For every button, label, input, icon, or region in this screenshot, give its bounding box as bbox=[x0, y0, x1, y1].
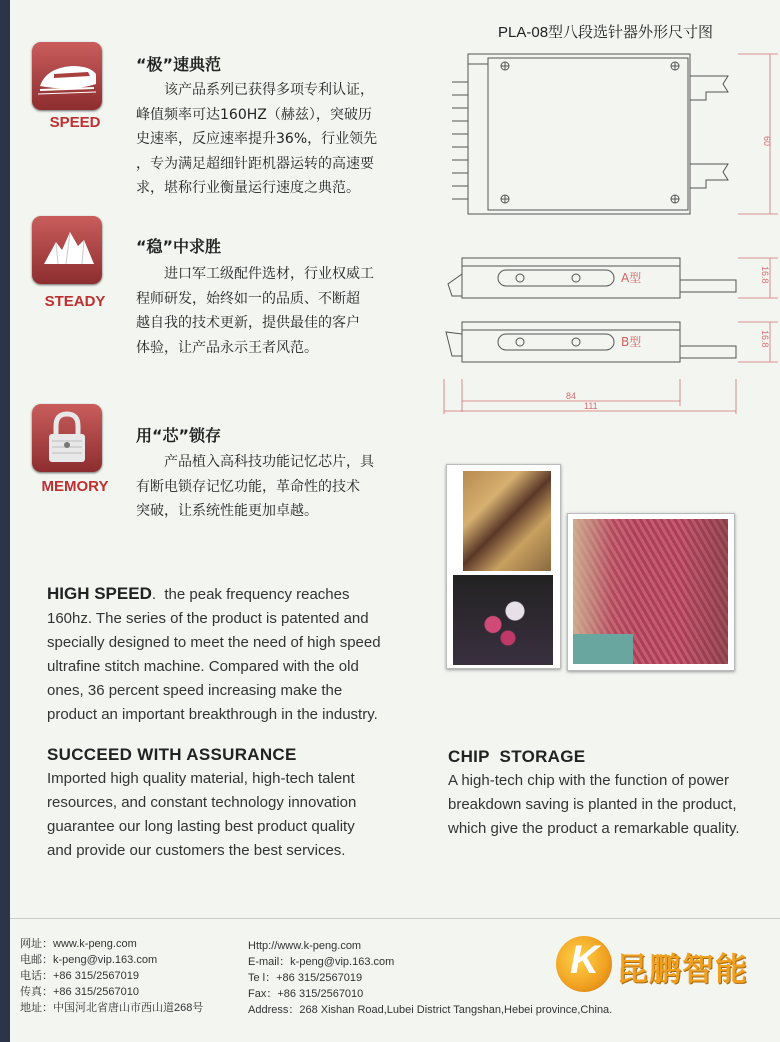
high-speed-block: HIGH SPEED. the peak frequency reaches 160hz. The series of the product is patented and specially designed to meet the need of high speed ultrafine stitch machine. Compared with the old ones, 36 percent speed increasing make the product an important breakthrough in the industry. bbox=[47, 582, 437, 727]
text-line: 该产品系列已获得多项专利认证， bbox=[136, 82, 374, 98]
type-b-label: B型 bbox=[621, 335, 642, 349]
outline-drawing bbox=[438, 44, 780, 424]
text-line: specially designed to meet the need of high speed bbox=[47, 634, 381, 651]
drawing-title: PLA-08型八段选针器外形尺寸图 bbox=[498, 24, 714, 41]
photo-sweater-model bbox=[573, 519, 728, 664]
footer-fax-cn: 传真：+86 315/2567010 bbox=[20, 986, 139, 998]
footer-fax: Fax：+86 315/2567010 bbox=[248, 988, 364, 1000]
high-speed-heading: HIGH SPEED bbox=[47, 584, 152, 603]
type-a-label: A型 bbox=[621, 271, 642, 285]
memory-title: 用“芯”锁存 bbox=[136, 426, 222, 445]
footer-left bbox=[20, 936, 203, 1016]
footer-email: E-mail：k-peng@vip.163.com bbox=[248, 956, 395, 968]
text-line: A high-tech chip with the function of power bbox=[448, 772, 730, 789]
lock-icon bbox=[32, 404, 102, 472]
footer-email-cn: 电邮：k-peng@vip.163.com bbox=[20, 954, 158, 966]
company-logo bbox=[556, 934, 776, 994]
text-line: Imported high quality material, high-tech talent bbox=[47, 770, 355, 787]
chip-text bbox=[448, 769, 780, 841]
text-line: guarantee our long lasting best product quality bbox=[47, 818, 355, 835]
memory-icon-box bbox=[32, 404, 102, 472]
dim-b-label: 16.8 bbox=[760, 330, 770, 348]
footer-website: Http://www.k-peng.com bbox=[248, 940, 362, 952]
train-icon bbox=[32, 42, 102, 110]
footer-address: Address：268 Xishan Road,Lubei District Tangshan,Hebei province,China. bbox=[248, 1004, 613, 1016]
steady-text bbox=[136, 262, 436, 360]
photo-dress-model bbox=[453, 575, 553, 665]
text-line: 有断电锁存记忆功能，革命性的技术 bbox=[136, 478, 360, 495]
text-line: which give the product a remarkable quality. bbox=[448, 820, 740, 837]
chip-heading: CHIP STORAGE bbox=[448, 747, 586, 766]
text-line: the peak frequency reaches bbox=[164, 586, 350, 603]
logo-letter: K bbox=[570, 938, 599, 982]
memory-label: MEMORY bbox=[41, 478, 109, 495]
steady-label: STEADY bbox=[44, 293, 106, 310]
text-line: ultrafine stitch machine. Compared with the old bbox=[47, 658, 359, 675]
text-line: 体验，让产品永示王者风范。 bbox=[136, 339, 318, 356]
speed-title: “极”速典范 bbox=[136, 55, 222, 74]
text-line: product an important breakthrough in the industry. bbox=[47, 706, 378, 723]
dim-height-label: 60 bbox=[762, 136, 772, 147]
speed-label: SPEED bbox=[49, 114, 101, 131]
steady-title: “稳”中求胜 bbox=[136, 237, 222, 256]
footer-website-cn: 网址：www.k-peng.com bbox=[20, 938, 137, 950]
photo-scarf-model bbox=[463, 471, 551, 571]
text-line: ，专为满足超细针距机器运转的高速要 bbox=[136, 155, 374, 172]
text-line: 进口军工级配件选材，行业权威工 bbox=[136, 266, 374, 282]
dim-84-label: 84 bbox=[566, 391, 577, 401]
steady-icon-box bbox=[32, 216, 102, 284]
memory-text bbox=[136, 450, 436, 524]
text-line: 越自我的技术更新，提供最佳的客户 bbox=[136, 315, 360, 331]
assurance-heading: SUCCEED WITH ASSURANCE bbox=[47, 745, 297, 764]
footer-phone-cn: 电话：+86 315/2567019 bbox=[20, 970, 139, 982]
text-line: breakdown saving is planted in the product, bbox=[448, 796, 737, 813]
text-line: 求，堪称行业衡量运行速度之典范。 bbox=[136, 180, 360, 196]
footer-address-cn: 地址：中国河北省唐山市西山道268号 bbox=[20, 1002, 204, 1014]
footer-phone: Te l：+86 315/2567019 bbox=[248, 972, 363, 984]
text-line: 突破，让系统性能更加卓越。 bbox=[136, 503, 318, 519]
brand-name: 昆鹏智能 bbox=[616, 950, 749, 988]
text-line: 产品植入高科技功能记忆芯片，具 bbox=[136, 454, 374, 470]
text-line: resources, and constant technology innovation bbox=[47, 794, 357, 811]
dim-a-label: 16.8 bbox=[760, 266, 770, 284]
photo-collage-left bbox=[446, 464, 561, 669]
photo-knit-sweater bbox=[567, 513, 735, 671]
text-line: 160hz. The series of the product is patented and bbox=[47, 610, 369, 627]
text-line: 峰值频率可达160HZ（赫兹），突破历 bbox=[136, 106, 372, 123]
dim-111-label: 111 bbox=[584, 401, 598, 411]
footer-divider bbox=[10, 918, 780, 919]
text-line: and provide our customers the best services. bbox=[47, 842, 346, 859]
speed-icon-box bbox=[32, 42, 102, 110]
assurance-text bbox=[47, 767, 437, 863]
speed-text bbox=[136, 78, 436, 201]
text-line: 程师研发，始终如一的品质、不断超 bbox=[136, 290, 360, 307]
text-line: 史速率，反应速率提升36%，行业领先 bbox=[136, 131, 378, 147]
text-line: ones, 36 percent speed increasing make the bbox=[47, 682, 343, 699]
mountain-icon bbox=[32, 216, 102, 284]
